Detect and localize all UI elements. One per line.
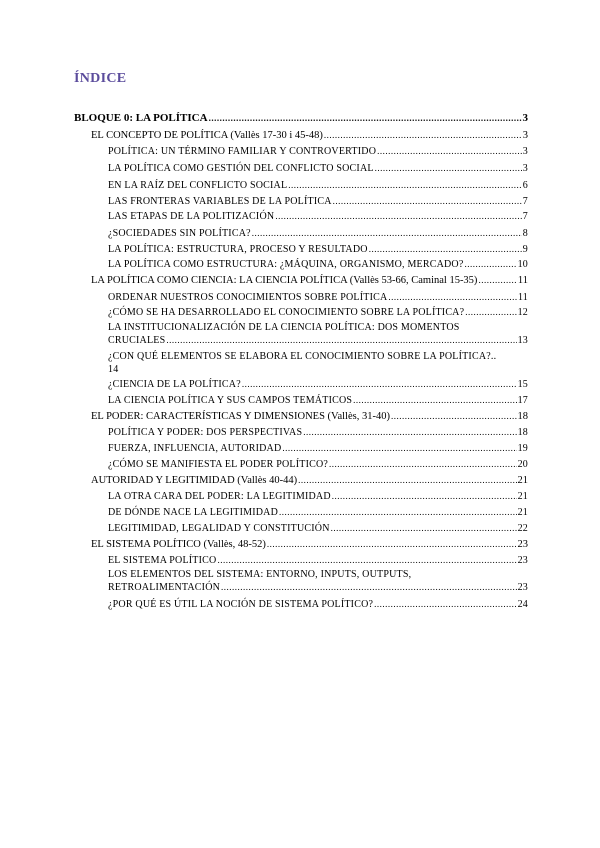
toc-entry-text-continued: CRUCIALES: [108, 335, 166, 346]
toc-entry[interactable]: [108, 210, 528, 223]
toc-page-number: 21: [517, 491, 528, 502]
toc-page-number: 9: [522, 244, 528, 255]
toc-entry[interactable]: [108, 458, 528, 471]
toc-entry-text: BLOQUE 0: LA POLÍTICA: [74, 112, 208, 124]
toc-page-number: 13: [517, 335, 528, 346]
leader-dots: [465, 306, 516, 319]
toc-page-number: 3: [522, 146, 528, 157]
leader-dots: [375, 162, 522, 175]
toc-page-number: 20: [517, 459, 528, 470]
toc-entry[interactable]: [108, 394, 528, 407]
toc-entry[interactable]: [108, 598, 528, 611]
toc-entry-bloque-0[interactable]: [74, 112, 528, 125]
leader-dots: [209, 112, 522, 125]
toc-entry-text: LEGITIMIDAD, LEGALIDAD Y CONSTITUCIÓN: [108, 523, 330, 534]
toc-entry-text: EN LA RAÍZ DEL CONFLICTO SOCIAL: [108, 180, 288, 191]
toc-page-number: 15: [517, 379, 528, 390]
toc-entry-text: FUERZA, INFLUENCIA, AUTORIDAD: [108, 443, 282, 454]
toc-page-number: 11: [517, 292, 528, 303]
toc-entry[interactable]: [108, 522, 528, 535]
toc-page-number: 21: [517, 475, 528, 486]
toc-page-number: 3: [522, 112, 528, 124]
toc-entry-ciencia[interactable]: [91, 274, 528, 287]
toc-page-number: 23: [517, 582, 528, 593]
toc-entry-sistema[interactable]: [91, 538, 528, 551]
toc-page-number: 18: [517, 411, 528, 422]
leader-dots: [282, 442, 516, 455]
toc-page-number: 3: [522, 163, 528, 174]
leader-dots: [303, 426, 516, 439]
toc-page-number: 18: [517, 427, 528, 438]
toc-page-number: 14: [108, 364, 119, 375]
toc-entry[interactable]: [108, 442, 528, 455]
toc-page-number: 11: [517, 275, 528, 286]
leader-dots: [252, 227, 522, 240]
toc-entry-text: POLÍTICA Y PODER: DOS PERSPECTIVAS: [108, 427, 303, 438]
leader-dots: [377, 145, 522, 158]
toc-entry[interactable]: [108, 306, 528, 319]
toc-entry-text-continued: RETROALIMENTACIÓN: [108, 582, 221, 593]
leader-dots: [478, 274, 516, 287]
toc-entry[interactable]: [108, 227, 528, 240]
leader-dots: [332, 490, 517, 503]
toc-entry-text: ¿POR QUÉ ES ÚTIL LA NOCIÓN DE SISTEMA POLÍTICO?: [108, 599, 374, 610]
leader-dots: [242, 378, 517, 391]
toc-page-number: 7: [522, 211, 528, 222]
toc-entry[interactable]: [108, 378, 528, 391]
leader-dots: [288, 179, 522, 192]
toc-entry-text: ¿CÓMO SE MANIFIESTA EL PODER POLÍTICO?: [108, 459, 329, 470]
toc-page-number: 23: [517, 555, 528, 566]
toc-entry-text: DE DÓNDE NACE LA LEGITIMIDAD: [108, 507, 279, 518]
leader-dots: [217, 554, 516, 567]
toc-entry[interactable]: [108, 258, 528, 271]
toc-entry-text: LAS ETAPAS DE LA POLITIZACIÓN: [108, 211, 275, 222]
toc-page-number: 22: [517, 523, 528, 534]
toc-entry-text: LA POLÍTICA COMO GESTIÓN DEL CONFLICTO SOCIAL: [108, 163, 374, 174]
toc-entry-text: EL SISTEMA POLÍTICO: [108, 555, 217, 566]
toc-entry-autoridad[interactable]: [91, 474, 528, 487]
leader-dots: [465, 258, 517, 271]
leader-dots: [324, 129, 522, 142]
leader-dots: [331, 522, 517, 535]
toc-entry-text: ¿SOCIEDADES SIN POLÍTICA?: [108, 228, 251, 239]
leader-dots: [388, 291, 517, 304]
toc-entry[interactable]: [108, 426, 528, 439]
toc-entry-wrapped[interactable]: [108, 568, 528, 594]
leader-dots: [391, 410, 517, 423]
toc-entry[interactable]: [108, 162, 528, 175]
toc-entry-text: LA CIENCIA POLÍTICA Y SUS CAMPOS TEMÁTICOS: [108, 395, 353, 406]
toc-entry-text: LA INSTITUCIONALIZACIÓN DE LA CIENCIA POLÍTICA: DOS MOMENTOS: [108, 322, 460, 333]
toc-entry[interactable]: [108, 179, 528, 192]
leader-dots: [369, 243, 522, 256]
leader-dots: [329, 458, 517, 471]
toc-page-number: 23: [517, 539, 528, 550]
toc-page-number: 6: [522, 180, 528, 191]
toc-entry-text: LOS ELEMENTOS DEL SISTEMA: ENTORNO, INPUTS, OUTPUTS,: [108, 569, 412, 580]
toc-page-number: 24: [517, 599, 528, 610]
toc-entry-text: ¿CIENCIA DE LA POLÍTICA?: [108, 379, 241, 390]
toc-entry-text: LA POLÍTICA: ESTRUCTURA, PROCESO Y RESULTADO: [108, 244, 368, 255]
leader-dots: [333, 195, 522, 208]
toc-entry[interactable]: [108, 145, 528, 158]
leader-dots: [279, 506, 517, 519]
toc-entry-text: EL CONCEPTO DE POLÍTICA (Vallès 17-30 i 45-48): [91, 130, 323, 141]
leader-dots: [298, 474, 516, 487]
toc-page-number: 10: [517, 259, 528, 270]
toc-page-number: 3: [522, 130, 528, 141]
toc-entry-line2: [108, 581, 528, 594]
toc-page-number: 19: [517, 443, 528, 454]
toc-entry-text: LA OTRA CARA DEL PODER: LA LEGITIMIDAD: [108, 491, 331, 502]
toc-page-number: 17: [517, 395, 528, 406]
toc-page-number: 12: [517, 307, 528, 318]
toc-entry-concepto[interactable]: [91, 129, 528, 142]
toc-entry[interactable]: [108, 243, 528, 256]
toc-entry[interactable]: [108, 291, 528, 304]
toc-entry-text: LA POLÍTICA COMO CIENCIA: LA CIENCIA POLÍTICA (Vallès 53-66, Caminal 15-35): [91, 275, 478, 286]
toc-entry-text: EL PODER: CARACTERÍSTICAS Y DIMENSIONES (Vallès, 31-40): [91, 411, 390, 422]
toc-page-number: 21: [517, 507, 528, 518]
toc-entry-text: POLÍTICA: UN TÉRMINO FAMILIAR Y CONTROVERTIDO: [108, 146, 377, 157]
toc-entry[interactable]: [108, 506, 528, 519]
toc-heading: ÍNDICE: [74, 71, 127, 86]
toc-entry-text: AUTORIDAD Y LEGITIMIDAD (Vallès 40-44): [91, 475, 298, 486]
toc-entry-text: EL SISTEMA POLÍTICO (Vallès, 48-52): [91, 539, 266, 550]
leader-dots: [166, 334, 516, 347]
toc-entry-line2: [108, 334, 528, 347]
toc-page-number: 8: [522, 228, 528, 239]
toc-entry-text: LA POLÍTICA COMO ESTRUCTURA: ¿MÁQUINA, ORGANISMO, MERCADO?: [108, 259, 464, 270]
toc-entry[interactable]: [108, 554, 528, 567]
toc-entry[interactable]: [108, 490, 528, 503]
leader-dots: [275, 210, 521, 223]
toc-entry-wrapped[interactable]: [108, 321, 528, 347]
toc-entry-text: ORDENAR NUESTROS CONOCIMIENTOS SOBRE POLÍTICA: [108, 292, 388, 303]
leader-dots: [221, 581, 517, 594]
leader-dots: [374, 598, 516, 611]
toc-entry-poder[interactable]: [91, 410, 528, 423]
leader-dots: [353, 394, 516, 407]
toc-entry-text: LAS FRONTERAS VARIABLES DE LA POLÍTICA: [108, 196, 332, 207]
toc-entry-wrapped[interactable]: [108, 350, 530, 376]
toc-page-number: 7: [522, 196, 528, 207]
toc-entry[interactable]: [108, 195, 528, 208]
toc-entry-text: ¿CON QUÉ ELEMENTOS SE ELABORA EL CONOCIMIENTO SOBRE LA POLÍTICA?..: [108, 351, 497, 362]
toc-entry-text: ¿CÓMO SE HA DESARROLLADO EL CONOCIMIENTO SOBRE LA POLÍTICA?: [108, 307, 465, 318]
leader-dots: [267, 538, 517, 551]
